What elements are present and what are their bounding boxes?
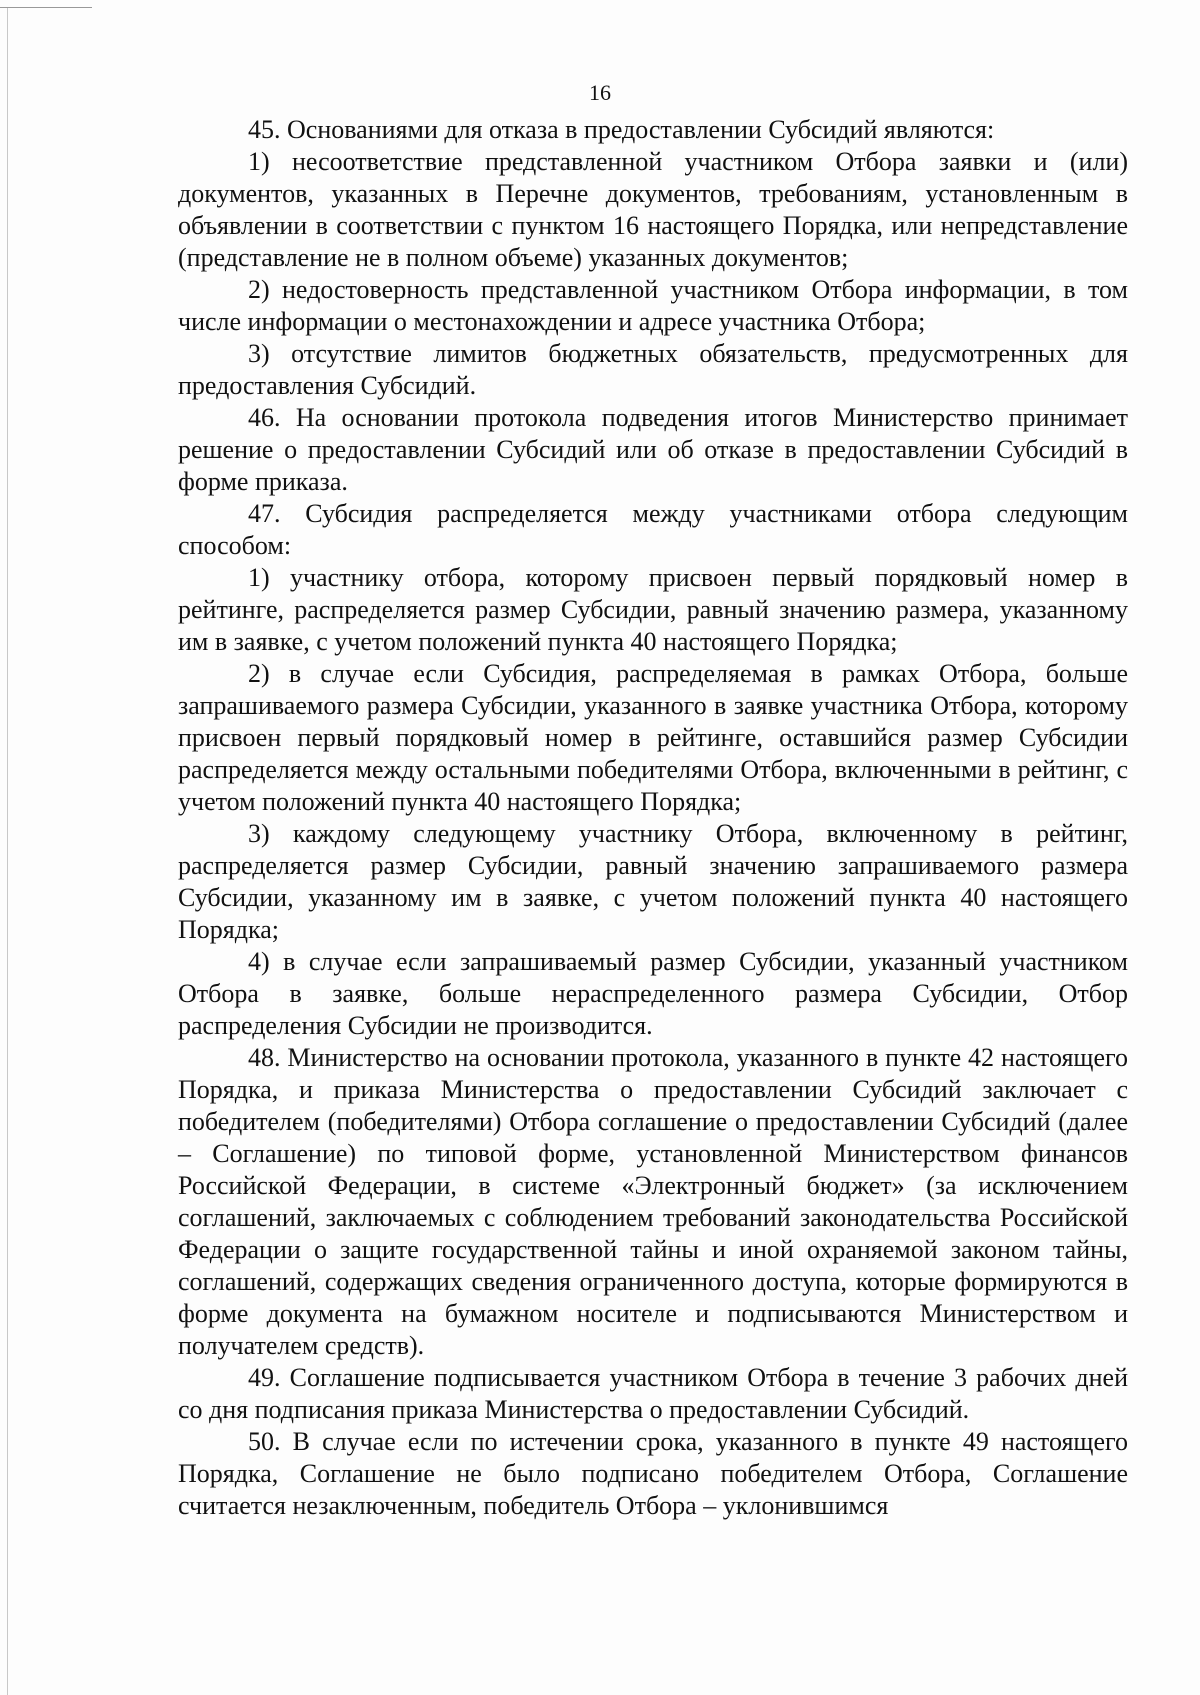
scan-edge-line <box>7 8 8 1695</box>
paragraph-50: 50. В случае если по истечении срока, указанного в пункте 49 настоящего Порядка, Соглашение не было подписано победителем Отбора, Соглашение считается незаключенным, победитель Отбора – уклонившимся <box>178 1427 1128 1520</box>
paragraph-45-item-2: 2) недостоверность представленной участником Отбора информации, в том числе информации о местонахождении и адресе участника Отбора; <box>178 275 1128 336</box>
paragraph-45: 45. Основаниями для отказа в предоставлении Субсидий являются: <box>248 115 995 144</box>
paragraph-47-item-4: 4) в случае если запрашиваемый размер Субсидии, указанный участником Отбора в заявке, больше нераспределенного размера Субсидии, Отбор распределения Субсидии не производится. <box>178 947 1128 1040</box>
paragraph-48: 48. Министерство на основании протокола, указанного в пункте 42 настоящего Порядка, и приказа Министерства о предоставлении Субсидий заключает с победителем (победителями) Отбора соглашение о предоставлении Субсидий (далее – Соглашение) по типовой форме, установленной Министерством финансов Российской Федерации, в системе «Электронный бюджет» (за исключением соглашений, заключаемых с соблюдением требований законодательства Российской Федерации о защите государственной тайны и иной охраняемой законом тайны, соглашений, содержащих сведения ограниченного доступа, которые формируются в форме документа на бумажном носителе и подписываются Министерством и получателем средств). <box>178 1043 1128 1360</box>
paragraph-47-item-2: 2) в случае если Субсидия, распределяемая в рамках Отбора, больше запрашиваемого размера Субсидии, указанного в заявке участника Отбора, которому присвоен первый порядковый номер в рейтинге, оставшийся размер Субсидии распределяется между остальными победителями Отбора, включенными в рейтинг, с учетом положений пункта 40 настоящего Порядка; <box>178 659 1128 816</box>
paragraph-47-item-1: 1) участнику отбора, которому присвоен первый порядковый номер в рейтинге, распределяется размер Субсидии, равный значению размера, указанному им в заявке, с учетом положений пункта 40 настоящего Порядка; <box>178 563 1128 656</box>
paragraph-46: 46. На основании протокола подведения итогов Министерство принимает решение о предоставлении Субсидий или об отказе в предоставлении Субсидий в форме приказа. <box>178 403 1128 496</box>
scan-edge-line <box>0 7 92 8</box>
document-body <box>178 114 1128 1522</box>
paragraph-49: 49. Соглашение подписывается участником Отбора в течение 3 рабочих дней со дня подписания приказа Министерства о предоставлении Субсидий. <box>178 1363 1128 1424</box>
paragraph-45-item-3: 3) отсутствие лимитов бюджетных обязательств, предусмотренных для предоставления Субсидий. <box>178 339 1128 400</box>
page-number: 16 <box>589 80 611 105</box>
paragraph-47-item-3: 3) каждому следующему участнику Отбора, включенному в рейтинг, распределяется размер Субсидии, равный значению запрашиваемого размера Субсидии, указанному им в заявке, с учетом положений пункта 40 настоящего Порядка; <box>178 819 1128 944</box>
paragraph-45-item-1: 1) несоответствие представленной участником Отбора заявки и (или) документов, указанных в Перечне документов, требованиям, установленным в объявлении в соответствии с пунктом 16 настоящего Порядка, или непредставление (представление не в полном объеме) указанных документов; <box>178 147 1128 272</box>
paragraph-47: 47. Субсидия распределяется между участниками отбора следующим способом: <box>178 499 1128 560</box>
